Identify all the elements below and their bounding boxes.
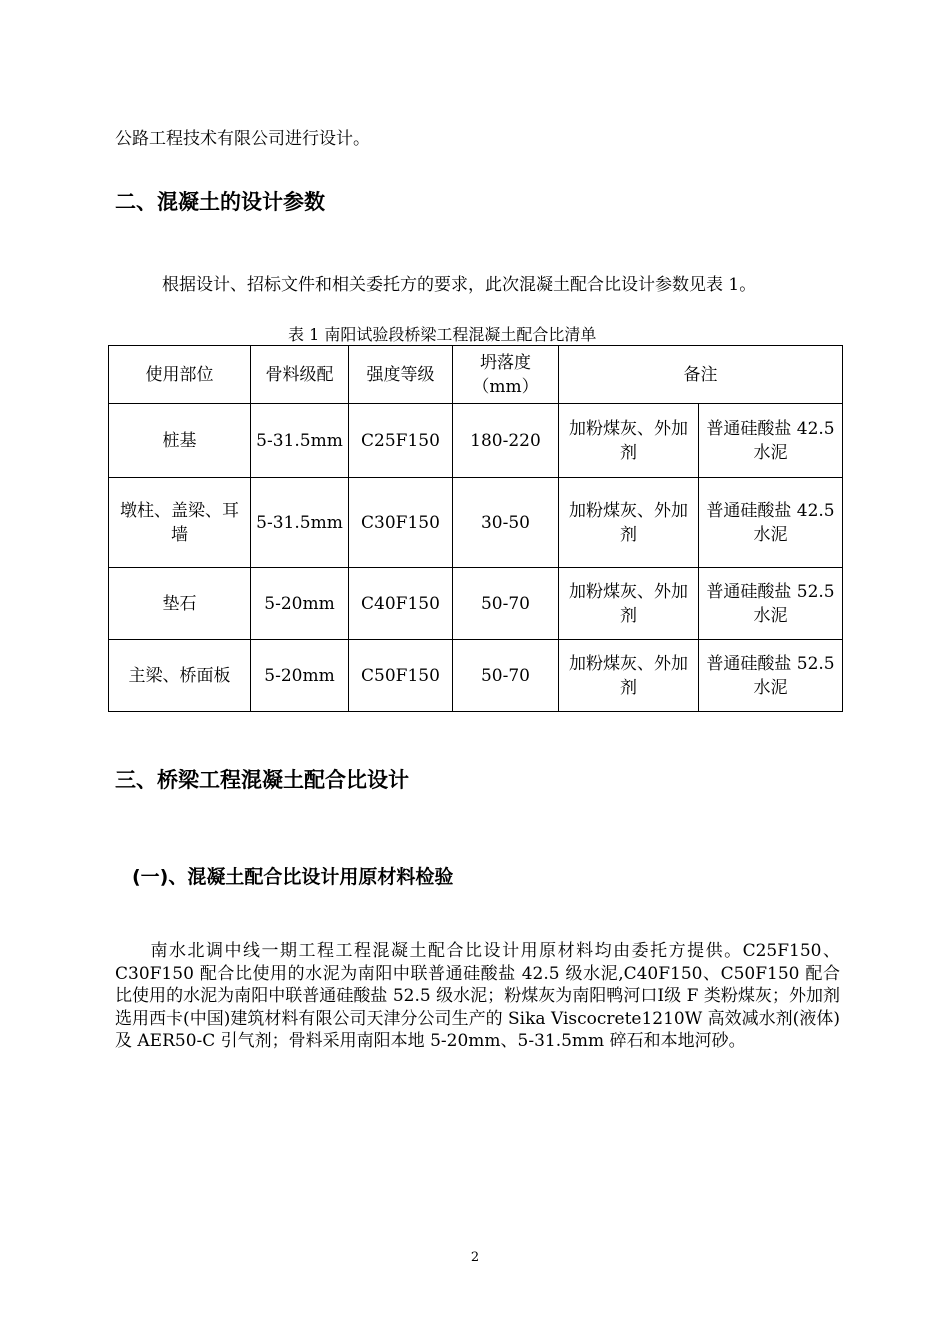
cell-slump: 50-70 bbox=[453, 640, 559, 712]
cell-note2: 普通硅酸盐 42.5 水泥 bbox=[699, 478, 843, 568]
header-remarks: 备注 bbox=[559, 346, 843, 404]
section-3-heading: 三、桥梁工程混凝土配合比设计 bbox=[115, 768, 409, 792]
cell-grading: 5-20mm bbox=[251, 568, 349, 640]
cell-note2: 普通硅酸盐 52.5 水泥 bbox=[699, 568, 843, 640]
cell-slump: 30-50 bbox=[453, 478, 559, 568]
header-slump-line1: 坍落度 bbox=[480, 352, 531, 373]
cell-grade: C50F150 bbox=[349, 640, 453, 712]
mix-ratio-table bbox=[108, 345, 843, 712]
section-2-paragraph: 根据设计、招标文件和相关委托方的要求，此次混凝土配合比设计参数见表 1。 bbox=[162, 275, 757, 295]
cell-note1: 加粉煤灰、外加剂 bbox=[559, 640, 699, 712]
table-row bbox=[109, 478, 843, 568]
cell-note1: 加粉煤灰、外加剂 bbox=[559, 404, 699, 478]
table-row bbox=[109, 640, 843, 712]
section-3-paragraph-text: 南水北调中线一期工程工程混凝土配合比设计用原材料均由委托方提供。C25F150、C30F150 配合比使用的水泥为南阳中联普通硅酸盐 42.5 级水泥,C40F150、C50F150 配合比使用的水泥为南阳中联普通硅酸盐 52.5 级水泥；粉煤灰为南阳鸭河口Ⅰ级 F 类粉煤灰；外加剂选用西卡(中国)建筑材料有限公司天津分公司生产的 Sika Viscocrete1210W 高效减水剂(液体)及 AER50-C 引气剂；骨料采用南阳本地 5-20mm、5-31.5mm 碎石和本地河砂。 bbox=[115, 941, 840, 1051]
table-header-row bbox=[109, 346, 843, 404]
cell-part: 墩柱、盖梁、耳墙 bbox=[109, 478, 251, 568]
header-grading: 骨料级配 bbox=[251, 346, 349, 404]
header-grade: 强度等级 bbox=[349, 346, 453, 404]
cell-grade: C40F150 bbox=[349, 568, 453, 640]
cell-note1: 加粉煤灰、外加剂 bbox=[559, 568, 699, 640]
header-part: 使用部位 bbox=[109, 346, 251, 404]
cell-note2: 普通硅酸盐 42.5 水泥 bbox=[699, 404, 843, 478]
cell-part: 桩基 bbox=[109, 404, 251, 478]
cell-grade: C30F150 bbox=[349, 478, 453, 568]
cell-grading: 5-31.5mm bbox=[251, 404, 349, 478]
intro-tail-text: 公路工程技术有限公司进行设计。 bbox=[115, 129, 370, 149]
table-row bbox=[109, 568, 843, 640]
header-slump bbox=[453, 346, 559, 404]
section-2-heading: 二、混凝土的设计参数 bbox=[115, 190, 325, 214]
header-slump-line2: （mm） bbox=[472, 376, 539, 397]
cell-grading: 5-20mm bbox=[251, 640, 349, 712]
section-3-subheading: (一)、混凝土配合比设计用原材料检验 bbox=[132, 866, 454, 888]
cell-note2: 普通硅酸盐 52.5 水泥 bbox=[699, 640, 843, 712]
page-number: 2 bbox=[470, 1250, 480, 1265]
cell-slump: 50-70 bbox=[453, 568, 559, 640]
section-3-paragraph bbox=[115, 940, 840, 1053]
cell-grading: 5-31.5mm bbox=[251, 478, 349, 568]
cell-part: 垫石 bbox=[109, 568, 251, 640]
table-row bbox=[109, 404, 843, 478]
cell-slump: 180-220 bbox=[453, 404, 559, 478]
cell-part: 主梁、桥面板 bbox=[109, 640, 251, 712]
table-caption: 表 1 南阳试验段桥梁工程混凝土配合比清单 bbox=[288, 325, 597, 344]
cell-grade: C25F150 bbox=[349, 404, 453, 478]
cell-note1: 加粉煤灰、外加剂 bbox=[559, 478, 699, 568]
